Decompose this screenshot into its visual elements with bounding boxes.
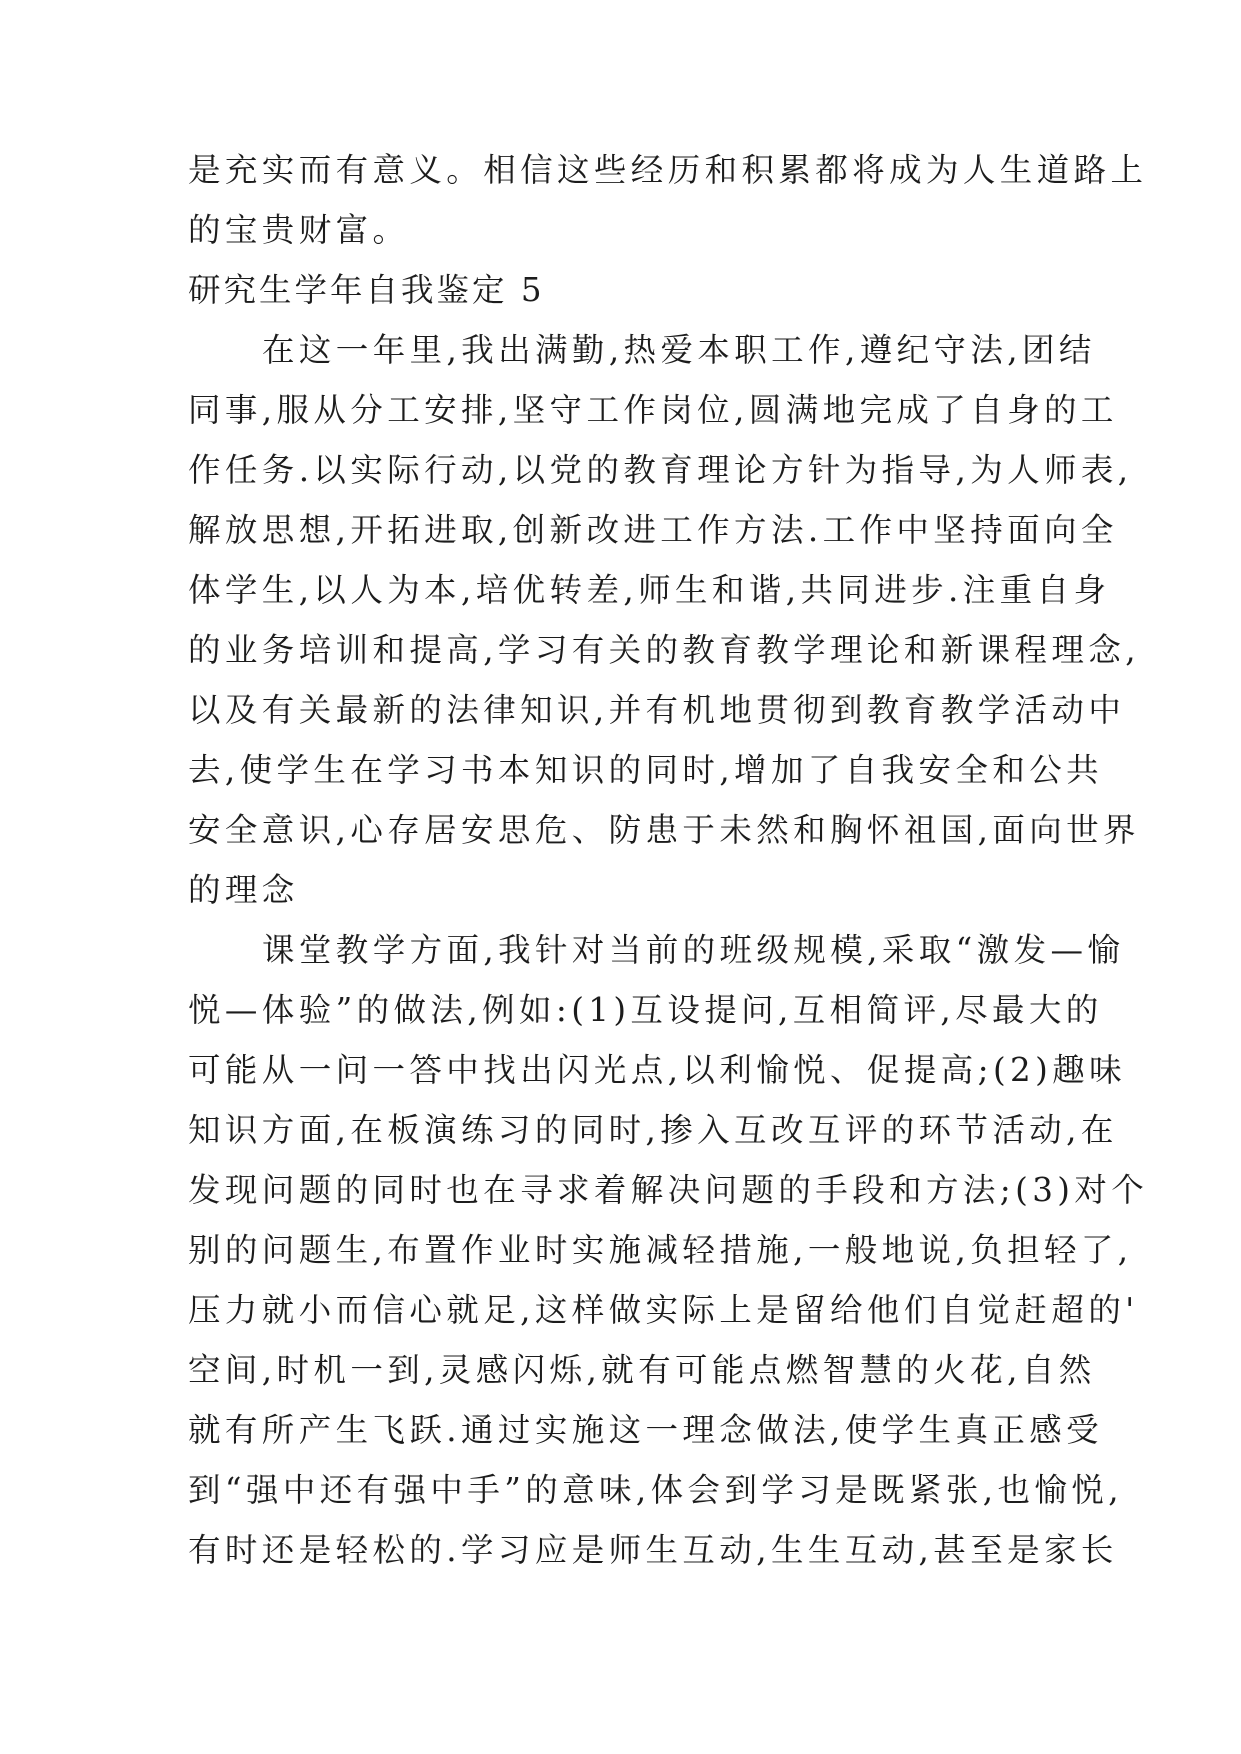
paragraph-line: 去,使学生在学习书本知识的同时,增加了自我安全和公共 (188, 751, 1104, 789)
document-body (188, 140, 1149, 1580)
intro-line: 是充实而有意义。相信这些经历和积累都将成为人生道路上 (188, 151, 1148, 189)
paragraph-line: 有时还是轻松的.学习应是师生互动,生生互动,甚至是家长 (188, 1531, 1118, 1569)
paragraph-line: 以及有关最新的法律知识,并有机地贯彻到教育教学活动中 (188, 691, 1126, 729)
paragraph-line: 安全意识,心存居安思危、防患于未然和胸怀祖国,面向世界 (188, 811, 1140, 849)
section-title: 研究生学年自我鉴定 5 (188, 271, 545, 309)
paragraph-line: 的理念 (188, 871, 299, 909)
paragraph-line: 别的问题生,布置作业时实施减轻措施,一般地说,负担轻了, (188, 1231, 1133, 1269)
paragraph-line: 课堂教学方面,我针对当前的班级规模,采取“激发—愉 (262, 931, 1125, 969)
paragraph-line: 到“强中还有强中手”的意味,体会到学习是既紧张,也愉悦, (188, 1471, 1123, 1509)
paragraph-line: 在这一年里,我出满勤,热爱本职工作,遵纪守法,团结 (262, 331, 1096, 369)
paragraph-line: 的业务培训和提高,学习有关的教育教学理论和新课程理念, (188, 631, 1140, 669)
paragraph-line: 可能从一问一答中找出闪光点,以利愉悦、促提高;(2)趣味 (188, 1051, 1127, 1089)
paragraph-line: 就有所产生飞跃.通过实施这一理念做法,使学生真正感受 (188, 1411, 1104, 1449)
paragraph-line: 体学生,以人为本,培优转差,师生和谐,共同进步.注重自身 (188, 571, 1111, 609)
paragraph-line: 解放思想,开拓进取,创新改进工作方法.工作中坚持面向全 (188, 511, 1118, 549)
paragraph-line: 同事,服从分工安排,坚守工作岗位,圆满地完成了自身的工 (188, 391, 1118, 429)
paragraph-line: 作任务.以实际行动,以党的教育理论方针为指导,为人师表, (188, 451, 1133, 489)
paragraph-line: 压力就小而信心就足,这样做实际上是留给他们自觉赶超的' (188, 1291, 1139, 1329)
paragraph-line: 知识方面,在板演练习的同时,掺入互改互评的环节活动,在 (188, 1111, 1118, 1149)
intro-line: 的宝贵财富。 (188, 211, 410, 249)
paragraph-line: 悦—体验”的做法,例如:(1)互设提问,互相简评,尽最大的 (188, 991, 1103, 1029)
paragraph-line: 空间,时机一到,灵感闪烁,就有可能点燃智慧的火花,自然 (188, 1351, 1096, 1389)
paragraph-line: 发现问题的同时也在寻求着解决问题的手段和方法;(3)对个 (188, 1171, 1149, 1209)
